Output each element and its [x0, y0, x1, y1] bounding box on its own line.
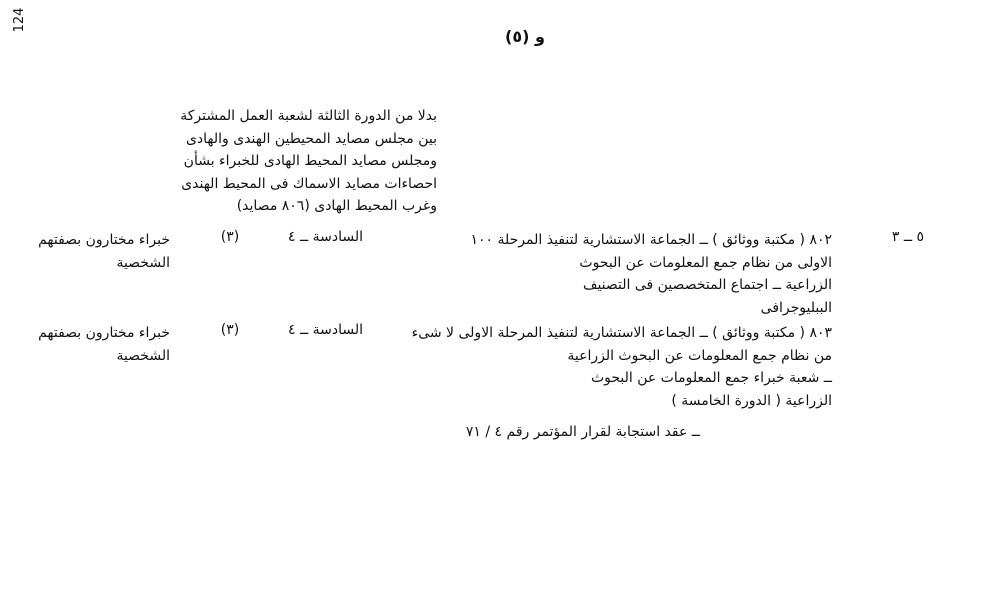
intro-line: بدلا من الدورة الثالثة لشعبة العمل المشتركة	[180, 108, 437, 124]
meeting-note: ــ عقد استجابة لقرار المؤتمر رقم ٤ / ٧١	[465, 424, 700, 440]
page-number: 124	[12, 7, 27, 33]
intro-paragraph	[180, 105, 437, 218]
count-cell: (٣)	[220, 322, 240, 338]
participants-cell	[38, 322, 170, 367]
meeting-title	[412, 322, 832, 412]
session-cell: السادسة ــ ٤	[287, 229, 363, 245]
session-cell: السادسة ــ ٤	[287, 322, 363, 338]
participants-line: الشخصية	[116, 254, 170, 271]
participants-line: خبراء مختارون بصفتهم	[38, 325, 170, 341]
row-code: ٥ ــ ٣	[891, 229, 925, 245]
page-header: و (٥)	[505, 27, 545, 46]
participants-cell	[38, 229, 170, 274]
meeting-title-line: الزراعية ــ اجتماع المتخصصين فى التصنيف	[582, 277, 832, 293]
meeting-title-line: الببليوجرافى	[760, 299, 832, 316]
count-cell: (٣)	[220, 229, 240, 245]
meeting-title-line: ٨٠٢ ( مكتبة ووثائق ) ــ الجماعة الاستشارية لتنفيذ المرحلة ١٠٠	[470, 232, 832, 248]
participants-line: خبراء مختارون بصفتهم	[38, 232, 170, 248]
meeting-title-line: الزراعية ( الدورة الخامسة )	[671, 392, 832, 409]
intro-line: ومجلس مصايد المحيط الهادى للخبراء بشأن	[183, 153, 437, 169]
meeting-title	[471, 229, 833, 319]
meeting-title-line: ــ شعبة خبراء جمع المعلومات عن البحوث	[590, 370, 832, 386]
meeting-title-line: الاولى من نظام جمع المعلومات عن البحوث	[579, 254, 832, 271]
intro-line: بين مجلس مصايد المحيطين الهندى والهادى	[185, 130, 437, 147]
intro-line: احصاءات مصايد الاسماك فى المحيط الهندى	[181, 175, 437, 192]
intro-line: وغرب المحيط الهادى (٨٠٦ مصايد)	[236, 198, 437, 214]
meeting-title-line: من نظام جمع المعلومات عن البحوث الزراعية	[567, 347, 832, 364]
meeting-title-line: ٨٠٣ ( مكتبة ووثائق ) ــ الجماعة الاستشارية لتنفيذ المرحلة الاولى لا شىء	[411, 325, 832, 341]
participants-line: الشخصية	[116, 347, 170, 364]
